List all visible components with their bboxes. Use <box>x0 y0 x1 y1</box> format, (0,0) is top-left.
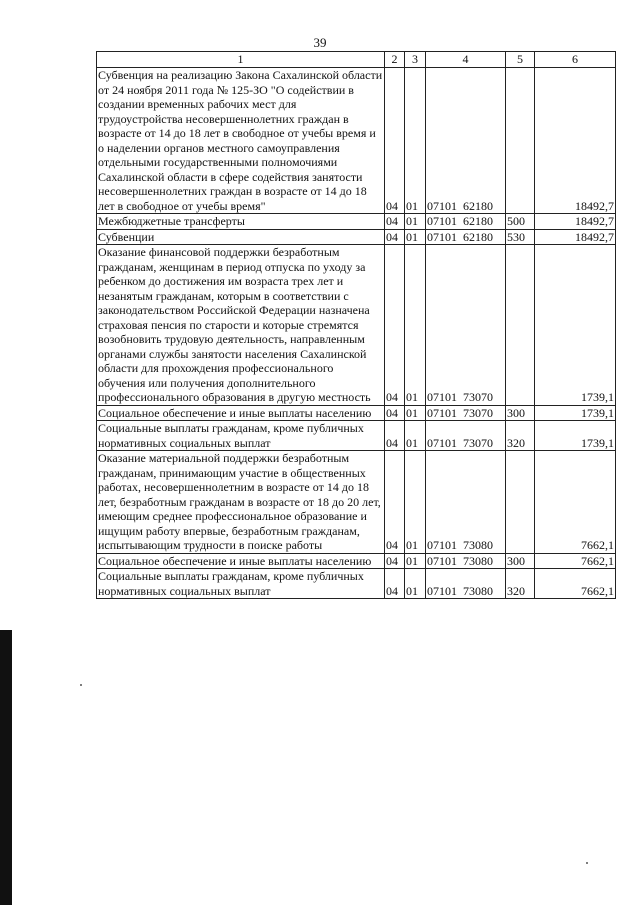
table-row <box>97 451 616 554</box>
row-section: 04 <box>385 229 405 245</box>
row-name: Межбюджетные трансферты <box>97 214 385 230</box>
row-target-article: 07101 62180 <box>426 68 506 214</box>
row-target-article: 07101 73080 <box>426 569 506 599</box>
row-amount: 1739,1 <box>535 405 616 421</box>
row-section: 04 <box>385 569 405 599</box>
row-amount: 1739,1 <box>535 245 616 406</box>
row-target-article: 07101 73080 <box>426 553 506 569</box>
table-row <box>97 405 616 421</box>
row-target-article: 07101 73070 <box>426 405 506 421</box>
table-row <box>97 553 616 569</box>
row-subsection: 01 <box>405 214 426 230</box>
row-name: Социальное обеспечение и иные выплаты населению <box>97 553 385 569</box>
page-number: 39 <box>313 35 327 50</box>
row-name: Оказание материальной поддержки безработным гражданам, принимающим участие в общественных работах, несовершеннолетним в возрасте от 14 до 18 лет, безработным гражданам в возрасте от 18 до 20 лет, имеющим среднее профессиональное образование и ищущим работу впервые, безработным гражданам, испытывающим трудности в поиске работы <box>97 451 385 554</box>
scan-speck <box>586 862 588 864</box>
scan-speck <box>80 684 82 686</box>
row-expense-type <box>506 451 535 554</box>
row-subsection: 01 <box>405 569 426 599</box>
row-section: 04 <box>385 421 405 451</box>
row-amount: 1739,1 <box>535 421 616 451</box>
row-section: 04 <box>385 553 405 569</box>
table-row <box>97 68 616 214</box>
table-row <box>97 214 616 230</box>
row-section: 04 <box>385 68 405 214</box>
row-subsection: 01 <box>405 553 426 569</box>
budget-table <box>96 51 616 599</box>
row-section: 04 <box>385 245 405 406</box>
row-amount: 18492,7 <box>535 229 616 245</box>
header-row <box>97 52 616 68</box>
table-row <box>97 245 616 406</box>
table-body <box>97 68 616 599</box>
row-name: Социальные выплаты гражданам, кроме публичных нормативных социальных выплат <box>97 421 385 451</box>
header-col-2: 2 <box>385 52 405 68</box>
row-subsection: 01 <box>405 421 426 451</box>
row-expense-type: 300 <box>506 405 535 421</box>
row-section: 04 <box>385 214 405 230</box>
table-row <box>97 569 616 599</box>
row-amount: 18492,7 <box>535 214 616 230</box>
row-amount: 18492,7 <box>535 68 616 214</box>
row-expense-type <box>506 68 535 214</box>
row-amount: 7662,1 <box>535 569 616 599</box>
row-subsection: 01 <box>405 68 426 214</box>
row-expense-type: 500 <box>506 214 535 230</box>
row-name: Субвенция на реализацию Закона Сахалинской области от 24 ноября 2011 года № 125-ЗО "О содействии в создании временных рабочих мест для трудоустройства несовершеннолетних граждан в возрасте от 14 до 18 лет в свободное от учебы время и о наделении органов местного самоуправления отдельными государственными полномочиями Сахалинской области в сфере содействия занятости несовершеннолетних граждан в возрасте от 14 до 18 лет в свободное от учебы время" <box>97 68 385 214</box>
table-row <box>97 421 616 451</box>
row-section: 04 <box>385 451 405 554</box>
row-amount: 7662,1 <box>535 451 616 554</box>
header-col-3: 3 <box>405 52 426 68</box>
row-name: Социальное обеспечение и иные выплаты населению <box>97 405 385 421</box>
row-expense-type: 530 <box>506 229 535 245</box>
row-name: Субвенции <box>97 229 385 245</box>
header-col-1: 1 <box>97 52 385 68</box>
row-subsection: 01 <box>405 229 426 245</box>
row-name: Социальные выплаты гражданам, кроме публичных нормативных социальных выплат <box>97 569 385 599</box>
row-amount: 7662,1 <box>535 553 616 569</box>
header-col-4: 4 <box>426 52 506 68</box>
row-name: Оказание финансовой поддержки безработным гражданам, женщинам в период отпуска по уходу за ребенком до достижения им возраста трех лет и незанятым гражданам, которым в соответствии с законодательством Российской Федерации назначена страховая пенсия по старости и которые стремятся возобновить трудовую деятельность, направленным органами службы занятости населения Сахалинской области для прохождения профессионального обучения или получения дополнительного профессионального образования в другую местность <box>97 245 385 406</box>
row-expense-type: 300 <box>506 553 535 569</box>
row-target-article: 07101 73080 <box>426 451 506 554</box>
table-row <box>97 229 616 245</box>
scan-edge-shadow <box>0 630 12 905</box>
row-section: 04 <box>385 405 405 421</box>
row-subsection: 01 <box>405 405 426 421</box>
row-subsection: 01 <box>405 451 426 554</box>
table-header <box>97 52 616 68</box>
row-expense-type <box>506 245 535 406</box>
row-target-article: 07101 62180 <box>426 214 506 230</box>
row-target-article: 07101 73070 <box>426 421 506 451</box>
row-expense-type: 320 <box>506 569 535 599</box>
row-subsection: 01 <box>405 245 426 406</box>
row-expense-type: 320 <box>506 421 535 451</box>
row-target-article: 07101 62180 <box>426 229 506 245</box>
header-col-5: 5 <box>506 52 535 68</box>
row-target-article: 07101 73070 <box>426 245 506 406</box>
header-col-6: 6 <box>535 52 616 68</box>
